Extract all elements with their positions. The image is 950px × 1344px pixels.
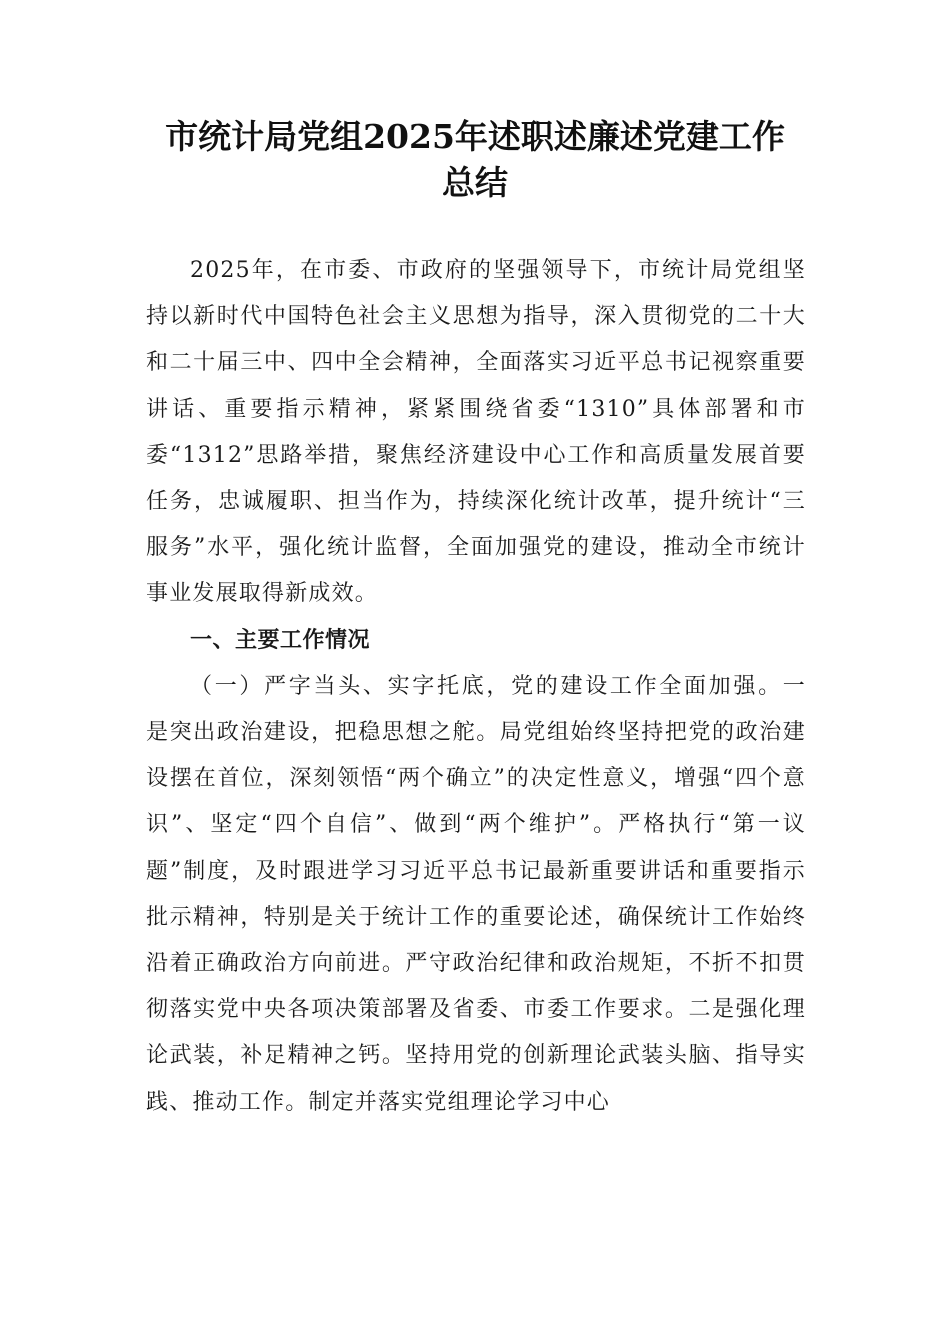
document-body: [146, 248, 806, 1126]
section-heading-1: 一、主要工作情况: [190, 627, 371, 653]
section-1-paragraph-1: [146, 664, 806, 1126]
title-line-2: 总结: [442, 163, 508, 202]
subsection-text: 一是突出政治建设，把稳思想之舵。局党组始终坚持把党的政治建设摆在首位，深刻领悟“两个确立”的决定性意义，增强“四个意识”、坚定“四个自信”、做到“两个维护”。严格执行“第一议题”制度，及时跟进学习习近平总书记最新重要讲话和重要指示批示精神，特别是关于统计工作的重要论述，确保统计工作始终沿着正确政治方向前进。严守政治纪律和政治规矩，不折不扣贯彻落实党中央各项决策部署及省委、市委工作要求。二是强化理论武装，补足精神之钙。坚持用党的创新理论武装头脑、指导实践、推动工作。制定并落实党组理论学习中心: [146, 673, 806, 1115]
intro-paragraph: 2025年，在市委、市政府的坚强领导下，市统计局党组坚持以新时代中国特色社会主义思想为指导，深入贯彻党的二十大和二十届三中、四中全会精神，全面落实习近平总书记视察重要讲话、重要指示精神，紧紧围绕省委“1310”具体部署和市委“1312”思路举措，聚焦经济建设中心工作和高质量发展首要任务，忠诚履职、担当作为，持续深化统计改革，提升统计“三服务”水平，强化统计监督，全面加强党的建设，推动全市统计事业发展取得新成效。: [146, 258, 806, 607]
document-title: [120, 114, 830, 206]
title-line-1: 市统计局党组2025年述职述廉述党建工作: [165, 117, 785, 156]
subsection-lead: （一）严字当头、实字托底，党的建设工作全面加强。: [190, 673, 783, 699]
